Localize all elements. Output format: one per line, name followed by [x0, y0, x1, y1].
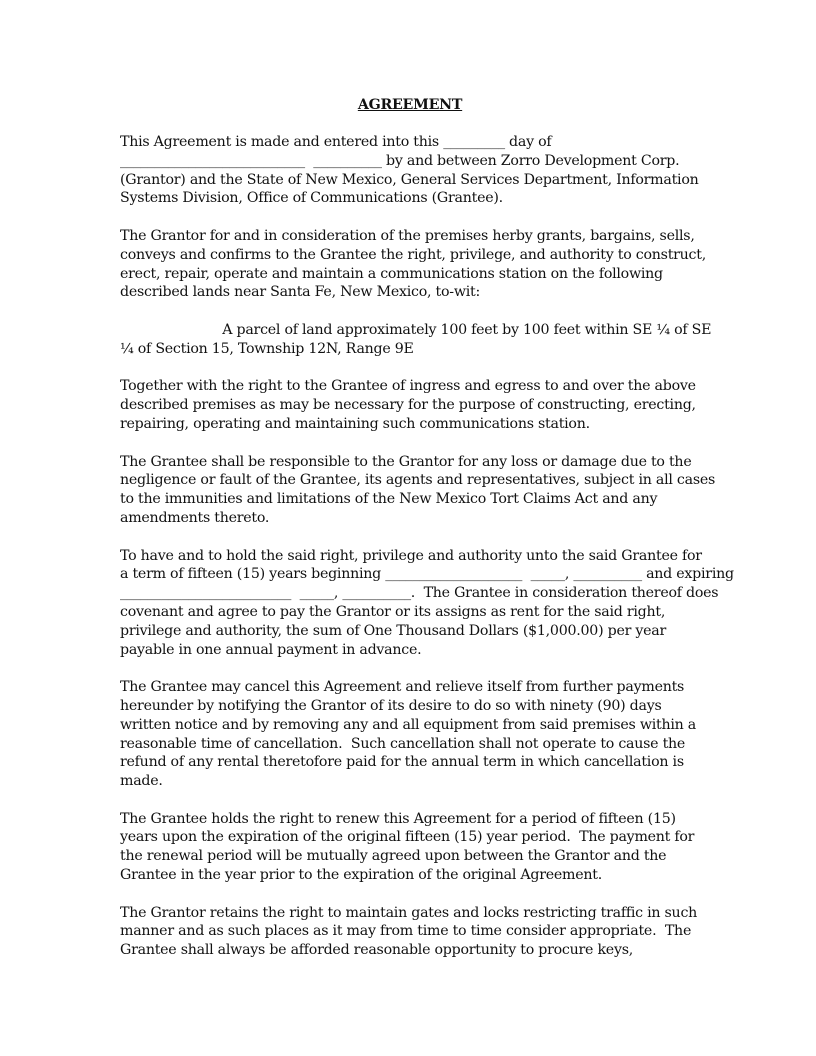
text-line: amendments thereto.: [120, 509, 270, 526]
text-line: Systems Division, Office of Communications (Grantee).: [120, 190, 503, 207]
text-line: The Grantee shall be responsible to the Grantor for any loss or damage due to the: [120, 453, 692, 470]
text-line: described premises as may be necessary for the purpose of constructing, erecting,: [120, 397, 696, 414]
paragraph-grant: [120, 227, 706, 302]
text-line: described lands near Santa Fe, New Mexico, to-wit:: [120, 284, 480, 301]
text-line: refund of any rental theretofore paid for the annual term in which cancellation is: [120, 754, 684, 771]
text-line: hereunder by notifying the Grantor of its desire to do so with ninety (90) days: [120, 697, 662, 714]
text-line: ___________________________ __________ by and between Zorro Development Corp.: [120, 152, 680, 169]
text-line: ¼ of Section 15, Township 12N, Range 9E: [120, 340, 414, 357]
text-line: privilege and authority, the sum of One Thousand Dollars ($1,000.00) per year: [120, 622, 667, 639]
text-line: _________________________ _____, __________. The Grantee in consideration thereof does: [120, 585, 719, 602]
paragraph-liability: [120, 453, 716, 528]
text-line: repairing, operating and maintaining such communications station.: [120, 415, 590, 432]
paragraph-term: [120, 547, 734, 660]
text-line: payable in one annual payment in advance.: [120, 641, 422, 658]
paragraph-renewal: [120, 810, 700, 885]
text-line: Together with the right to the Grantee of ingress and egress to and over the above: [120, 378, 696, 395]
paragraph-parcel: [120, 321, 712, 359]
text-line: The Grantee may cancel this Agreement and relieve itself from further payments: [120, 679, 685, 696]
document-title: AGREEMENT: [357, 97, 463, 113]
text-line: The Grantee holds the right to renew this Agreement for a period of fifteen (15): [120, 810, 676, 827]
text-line: The Grantor for and in consideration of the premises herby grants, bargains, sells,: [120, 227, 695, 244]
text-line: (Grantor) and the State of New Mexico, General Services Department, Information: [120, 171, 699, 188]
text-line: negligence or fault of the Grantee, its agents and representatives, subject in all cases: [120, 472, 716, 489]
text-line: To have and to hold the said right, privilege and authority unto the said Grantee for: [120, 547, 702, 564]
text-line: to the immunities and limitations of the New Mexico Tort Claims Act and any: [120, 491, 658, 508]
text-line: A parcel of land approximately 100 feet by 100 feet within SE ¼ of SE: [120, 321, 712, 338]
text-line: a term of fifteen (15) years beginning ____________________ _____, __________ and expiring: [120, 566, 734, 583]
text-line: the renewal period will be mutually agreed upon between the Grantor and the: [120, 848, 667, 865]
text-line: Grantee in the year prior to the expiration of the original Agreement.: [120, 867, 602, 884]
paragraph-ingress: [120, 377, 700, 433]
text-line: years upon the expiration of the original fifteen (15) year period. The payment for: [120, 829, 695, 846]
text-line: reasonable time of cancellation. Such cancellation shall not operate to cause the: [120, 735, 686, 752]
text-line: written notice and by removing any and all equipment from said premises within a: [120, 716, 696, 733]
text-line: covenant and agree to pay the Grantor or its assigns as rent for the said right,: [120, 603, 666, 620]
text-line: This Agreement is made and entered into this _________ day of: [120, 134, 552, 150]
text-line: manner and as such places as it may from time to time consider appropriate. The: [120, 923, 692, 940]
text-line: Grantee shall always be afforded reasonable opportunity to procure keys,: [120, 942, 633, 959]
paragraph-gates: [120, 904, 700, 960]
paragraph-parties: [120, 133, 700, 208]
text-line: conveys and confirms to the Grantee the right, privilege, and authority to construct,: [120, 246, 706, 263]
text-line: The Grantor retains the right to maintain gates and locks restricting traffic in such: [120, 904, 698, 921]
paragraph-cancellation: [120, 678, 700, 791]
text-line: erect, repair, operate and maintain a communications station on the following: [120, 265, 663, 282]
text-line: made.: [120, 773, 163, 790]
document-page: [120, 96, 734, 979]
